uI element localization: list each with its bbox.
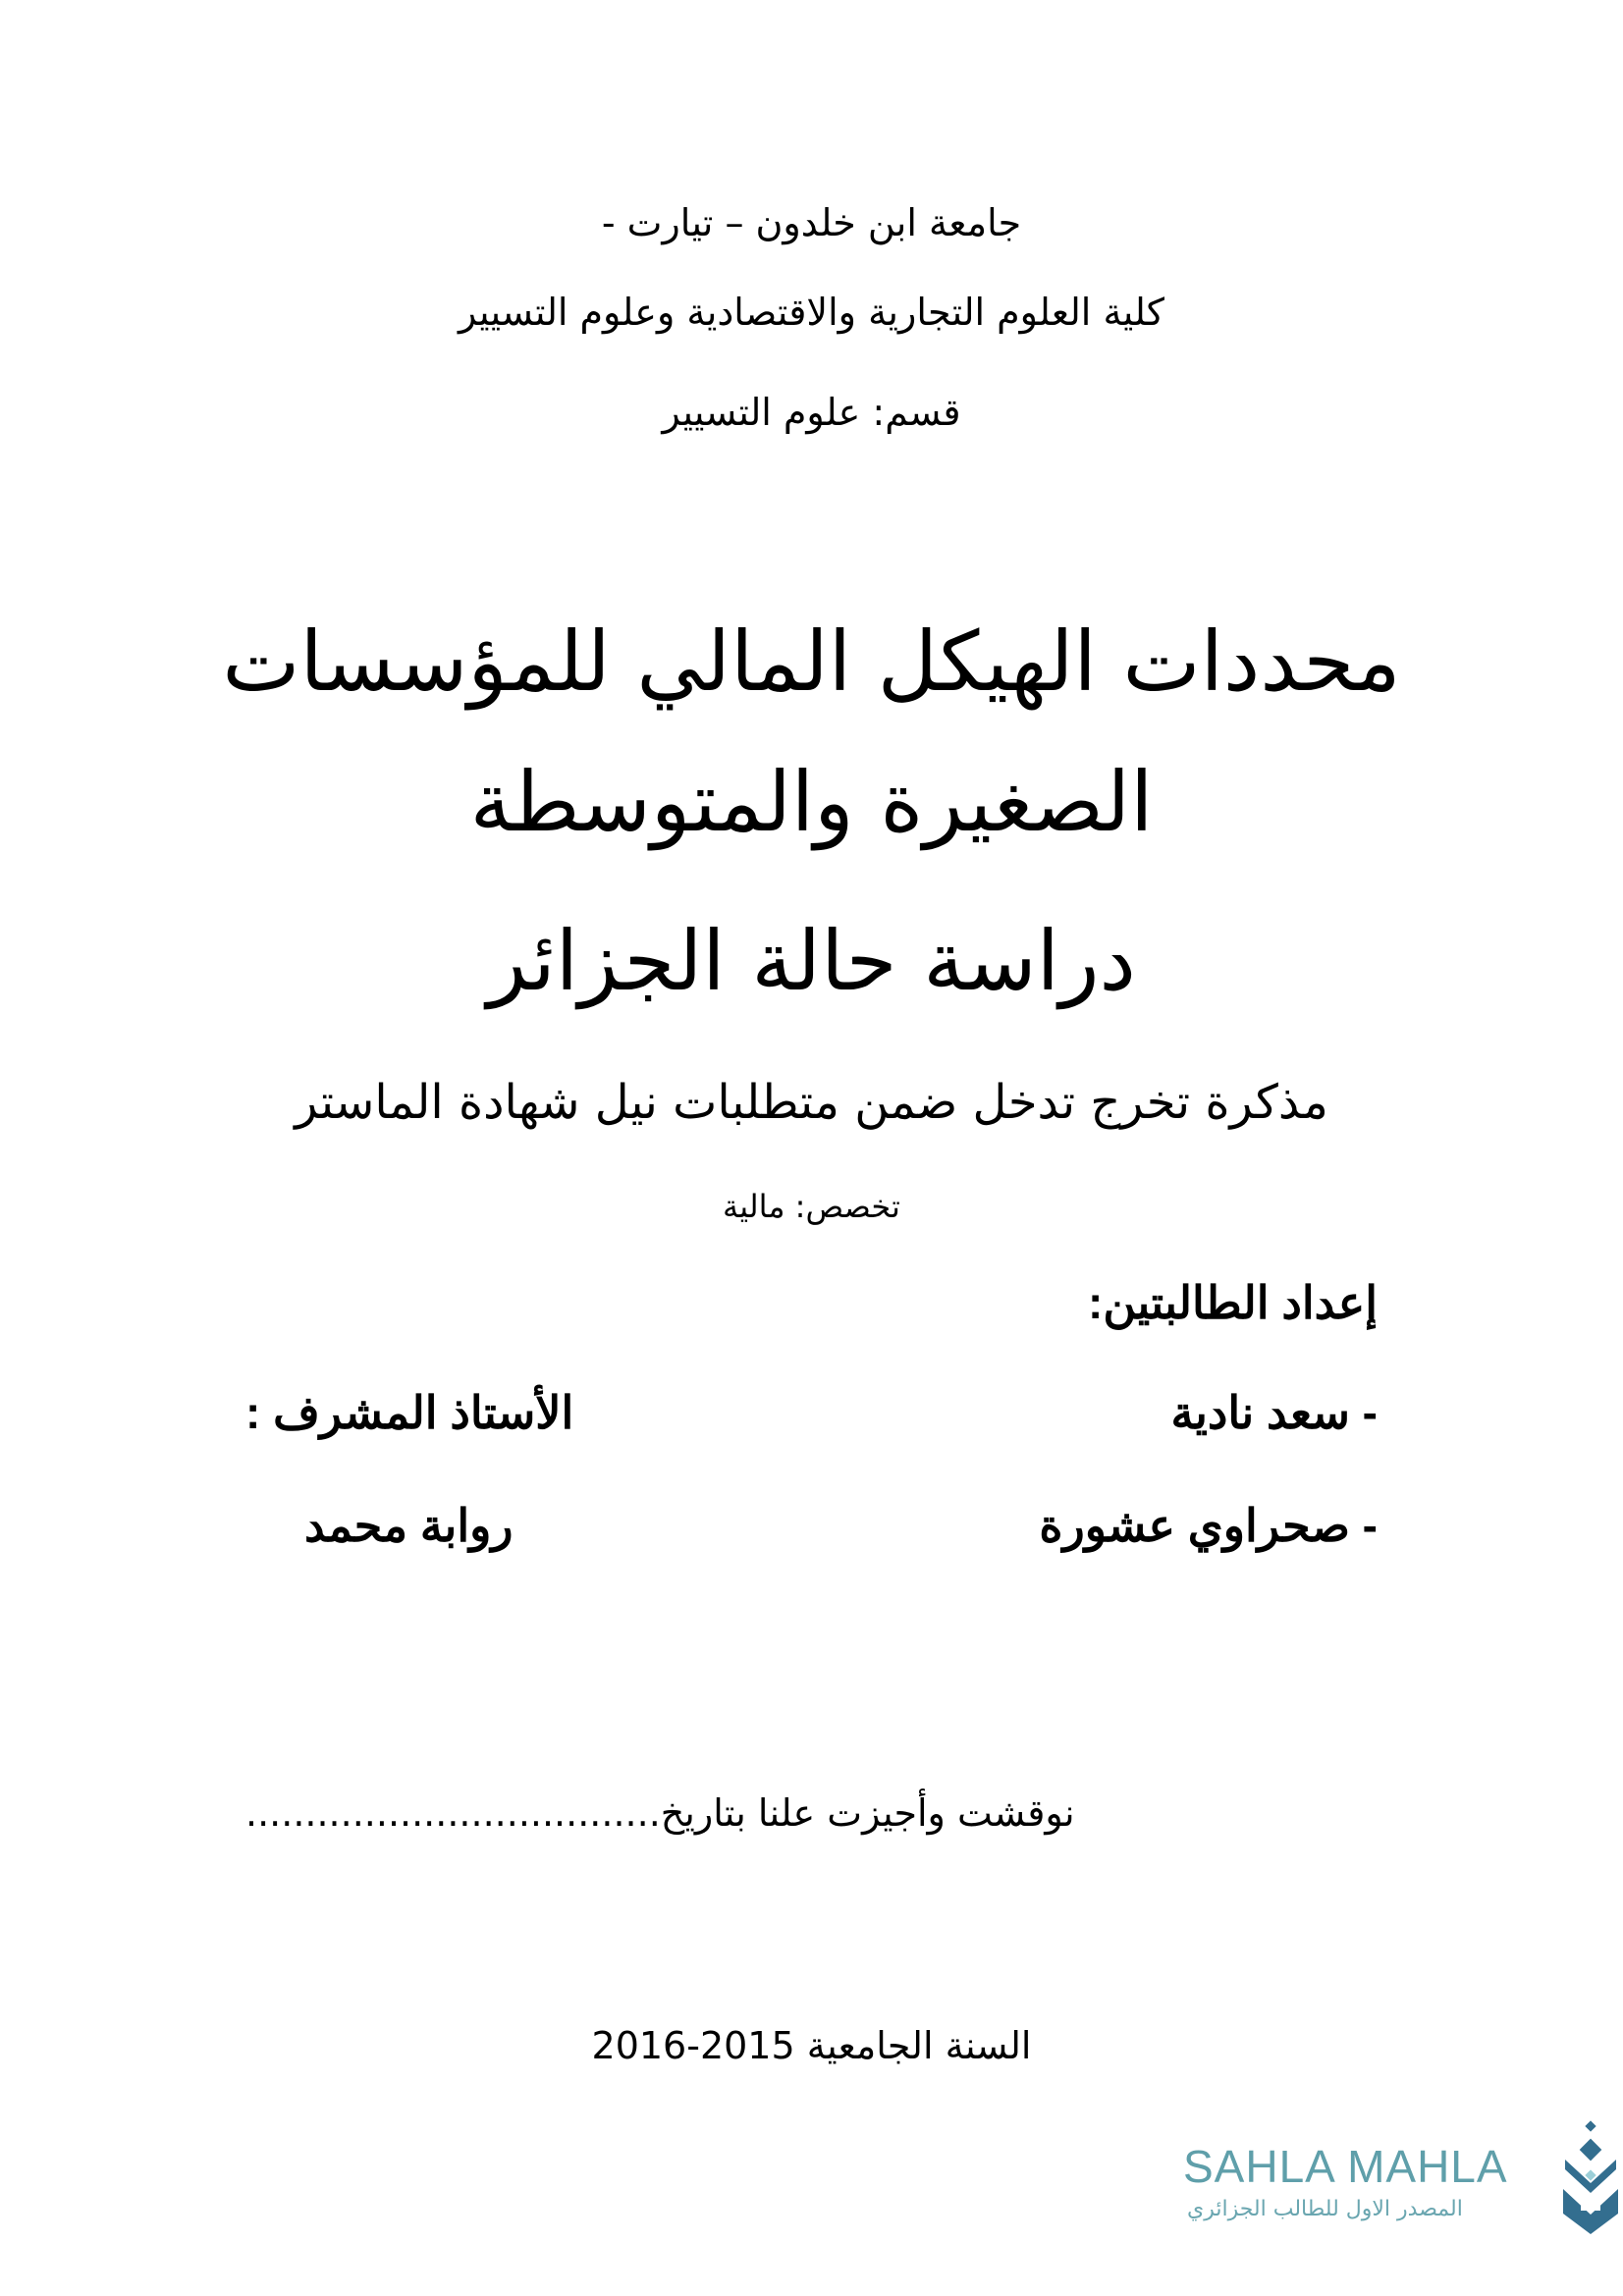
student-name: - صحراوي عشورة: [1039, 1500, 1378, 1551]
specialty: تخصص: مالية: [723, 1188, 900, 1225]
department-name: قسم: علوم التسيير: [662, 391, 961, 434]
supervisor-label: الأستاذ المشرف :: [245, 1387, 574, 1438]
supervisor-name: روابة محمد: [304, 1500, 514, 1551]
faculty-name: كلية العلوم التجارية والاقتصادية وعلوم التسيير: [459, 291, 1164, 334]
students-label: إعداد الطالبتين:: [1088, 1277, 1378, 1328]
defense-date-line: نوقشت وأجيزت علنا بتاريخ...................................: [245, 1791, 1075, 1835]
calligraphy-emblem-icon: [1561, 2120, 1620, 2236]
thesis-subtitle: مذكرة تخرج تدخل ضمن متطلبات نيل شهادة الماستر: [295, 1075, 1328, 1130]
logo-tagline: المصدر الاول للطالب الجزائري: [1187, 2197, 1463, 2221]
logo-name: SAHLA MAHLA: [1183, 2141, 1508, 2192]
academic-year: السنة الجامعية 2015-2016: [591, 2024, 1032, 2067]
student-name: - سعد نادية: [1170, 1387, 1378, 1438]
thesis-title-line3: دراسة حالة الجزائر: [487, 913, 1136, 1009]
thesis-title-line1: محددات الهيكل المالي للمؤسسات: [222, 614, 1401, 710]
thesis-title-line2: الصغيرة والمتوسطة: [469, 754, 1154, 850]
university-name: جامعة ابن خلدون – تيارت -: [601, 201, 1022, 244]
sahla-mahla-logo: [1173, 2110, 1623, 2248]
